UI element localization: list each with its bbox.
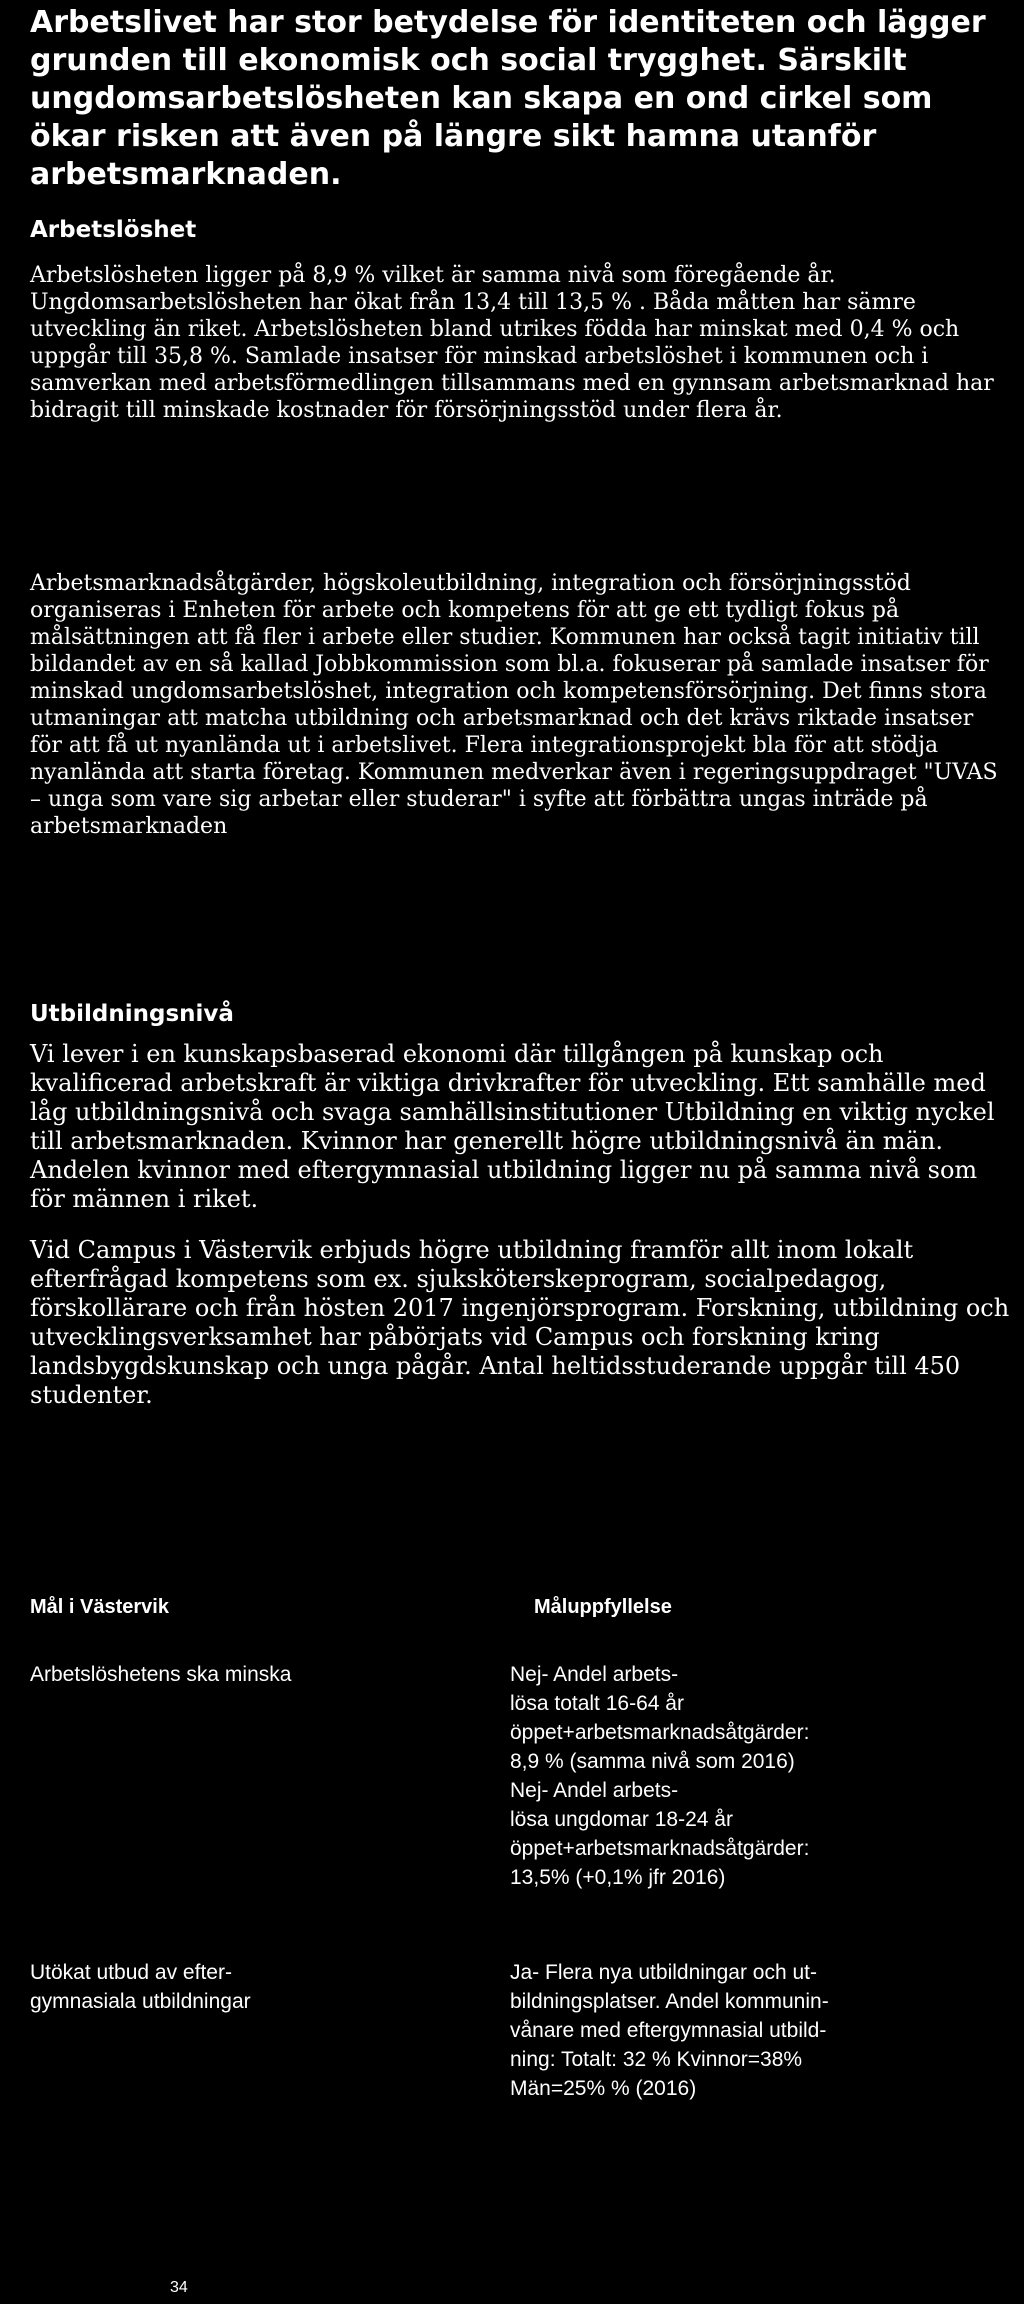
goals-column-header: Mål i Västervik [30,1596,169,1618]
utbildningsniva-paragraph-1: Vi lever i en kunskapsbaserad ekonomi där tillgången på kunskap och kvalificerad arbetskraft är viktiga drivkrafter för utveckling. Ett samhälle med låg utbildningsnivå och svaga samhällsinstitutioner Utbildning en viktig nyckel till arbetsmarknaden. Kvinnor har generellt högre utbildningsnivå än män. Andelen kvinnor med eftergymnasial utbildning ligger nu på samma nivå som för männen i riket. [30,1040,995,1213]
section-heading-utbildningsniva: Utbildningsnivå [30,1001,234,1027]
goal-cell-row-1: Arbetslöshetens ska minska [30,1663,292,1686]
utbildningsniva-paragraph-2: Vid Campus i Västervik erbjuds högre utbildning framför allt inom lokalt efterfrågad kompetens som ex. sjuksköterskeprogram, socialpedagog, förskollärare och från hösten 2017 ingenjörsprogram. Forskning, utbildning och utvecklingsverksamhet har påbörjats vid Campus och forskning kring landsbygdskunskap och unga pågår. Antal heltidsstuderande uppgår till 450 studenter. [30,1236,1010,1409]
page-number: 34 [170,2279,188,2296]
section-heading-arbetsloshet: Arbetslöshet [30,217,197,243]
fulfillment-cell-row-1: Nej- Andel arbets- lösa totalt 16-64 år öppet+arbetsmarknadsåtgärder: 8,9 % (samma nivå som 2016) Nej- Andel arbets- lösa ungdomar 18-24 år öppet+arbetsmarknadsåtgärder: 13,5% (+0,1% jfr 2016) [510,1663,810,1889]
intro-paragraph: Arbetslivet har stor betydelse för identiteten och lägger grunden till ekonomisk och social trygghet. Särskilt ungdomsarbetslösheten kan skapa en ond cirkel som ökar risken att även på längre sikt hamna utanför arbetsmarknaden. [30,5,986,192]
fulfillment-cell-row-2: Ja- Flera nya utbildningar och ut- bildningsplatser. Andel kommunin- vånare med eftergymnasial utbild- ning: Totalt: 32 % Kvinnor=38% Män=25% % (2016) [510,1961,829,2100]
fulfillment-column-header: Måluppfyllelse [534,1596,672,1618]
arbetsloshet-paragraph-2: Arbetsmarknadsåtgärder, högskoleutbildning, integration och försörjningsstöd organiseras i Enheten för arbete och kompetens för att ge ett tydligt fokus på målsättningen att få fler i arbete eller studier. Kommunen har också tagit initiativ till bildandet av en så kallad Jobbkommission som bl.a. fokuserar på samlade insatser för minskad ungdomsarbetslöshet, integration och kompetensförsörjning. Det finns stora utmaningar att matcha utbildning och arbetsmarknad och det krävs riktade insatser för att få ut nyanlända ut i arbetslivet. Flera integrationsprojekt bla för att stödja nyanlända att starta företag. Kommunen medverkar även i regeringsuppdraget "UVAS – unga som vare sig arbetar eller studerar" i syfte att förbättra ungas inträde på arbetsmarknaden [30,571,998,839]
goal-cell-row-2: Utökat utbud av efter- gymnasiala utbildningar [30,1961,251,2013]
arbetsloshet-paragraph-1: Arbetslösheten ligger på 8,9 % vilket är samma nivå som föregående år. Ungdomsarbetslösheten har ökat från 13,4 till 13,5 % . Båda måtten har sämre utveckling än riket. Arbetslösheten bland utrikes födda har minskat med 0,4 % och uppgår till 35,8 %. Samlade insatser för minskad arbetslöshet i kommunen och i samverkan med arbetsförmedlingen tillsammans med en gynnsam arbetsmarknad har bidragit till minskade kostnader för försörjningsstöd under flera år. [30,263,994,423]
